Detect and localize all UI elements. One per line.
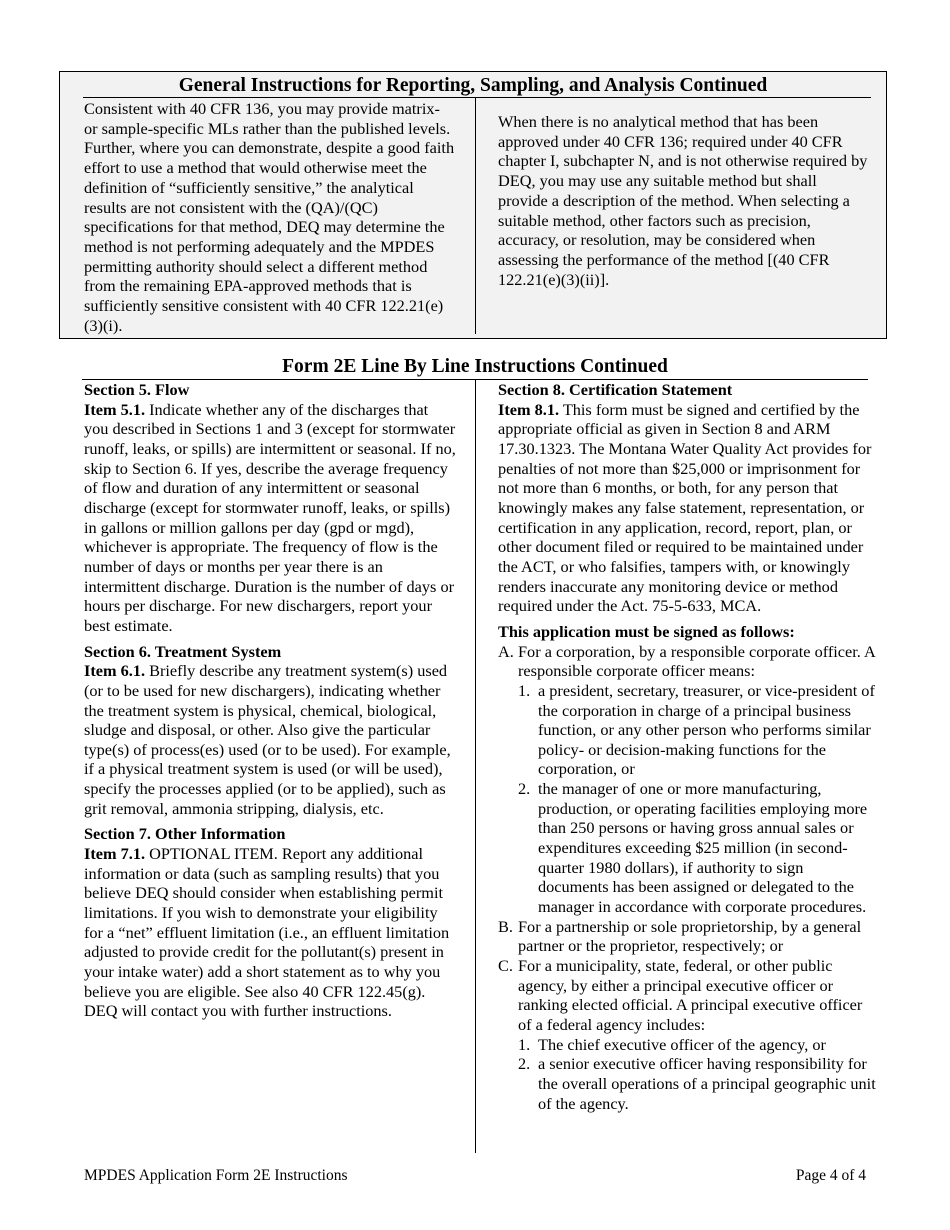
item-7-1-text: OPTIONAL ITEM. Report any additional information or data (such as sampling results) that you believe DEQ should consider when establishing permit limitations. If you wish to demonstrate your eligibility for a “net” effluent limitation (i.e., an effluent limitation adjusted to provide credit for the pollutant(s) present in your intake water) add a short statement as to why you believe you are eligible. See also 40 CFR 122.45(g). DEQ will contact you with further instructions. [84, 844, 450, 1021]
list-marker: 1. [518, 1034, 531, 1054]
list-item [498, 1035, 876, 1114]
item-6-1-text: Briefly describe any treatment system(s) used (or to be used for new dischargers), indicating whether the treatment system is physical, chemical, biological, sludge and disposal, or other. Also give the particular type(s) of process(es) used (or to be used). For example, if a physical treatment system is used (or will be used), specify the processes applied (or to be applied), such as grit removal, ammonia stripping, dialysis, etc. [84, 661, 451, 818]
list-marker: 2. [518, 1054, 531, 1074]
item-6-1-label: Item 6.1. [84, 661, 146, 681]
form-2e-title: Form 2E Line By Line Instructions Continued [282, 356, 668, 377]
item-5-1-label: Item 5.1. [84, 399, 146, 419]
general-right-paragraph: When there is no analytical method that has been approved under 40 CFR 136; required under 40 CFR chapter I, subchapter N, and is not otherwise required by DEQ, you may use any suitable method but shall provide a description of the method. When selecting a suitable method, other factors such as precision, accuracy, or resolution, may be considered when assessing the performance of the method [(40 CFR 122.21(e)(3)(ii)]. [498, 112, 868, 289]
general-left-paragraph: Consistent with 40 CFR 136, you may provide matrix- or sample-specific MLs rather than the published levels. Further, where you can demonstrate, despite a good faith effort to use a method that would otherwise meet the definition of “sufficiently sensitive,” the analytical results are not consistent with the (QA)/(QC) specifications for that method, DEQ may determine the method is not performing adequately and the MPDES permitting authority should select a different method from the remaining EPA-approved methods that is sufficiently sensitive consistent with 40 CFR 122.21(e)(3)(i). [84, 99, 455, 335]
section-5 [84, 380, 456, 636]
list-item-text: a senior executive officer having responsibility for the overall operations of a principal geographic unit of the agency. [538, 1054, 876, 1113]
item-8-1-text: This form must be signed and certified by the appropriate official as given in Section 8 and ARM 17.30.1323. The Montana Water Quality Act provides for penalties of not more than $25,000 or imprisonment for not more than 6 months, or both, for any person that knowingly makes any false statement, representation, or certification in any application, record, report, plan, or other document filed or required to be maintained under the ACT, or who falsifies, tampers with, or knowingly renders inaccurate any monitoring device or method required under the Act. 75-5-633, MCA. [498, 399, 872, 616]
list-item-text: a president, secretary, treasurer, or vice-president of the corporation in charge of a principal business function, or any other person who performs similar policy- or decision-making functions for the corporation, or [538, 680, 875, 779]
list-item [498, 681, 876, 917]
list-item [498, 956, 876, 1035]
list-item [498, 917, 876, 956]
list-item [498, 642, 876, 681]
list-item-text: For a municipality, state, federal, or other public agency, by either a principal executive officer or ranking elected official. A principal executive officer of a federal agency includes: [518, 956, 863, 1034]
general-instructions-box [59, 71, 887, 339]
list-marker: 1. [518, 680, 531, 700]
section-6-heading: Section 6. Treatment System [84, 641, 282, 661]
list-marker: 2. [518, 779, 531, 799]
footer-page-number: Page 4 of 4 [795, 1167, 866, 1184]
signer-list [498, 642, 876, 1114]
sub-list-item [498, 1035, 876, 1055]
sub-list-item [498, 779, 876, 917]
sub-list-item [498, 681, 876, 779]
corporate-sublist [498, 681, 876, 917]
list-marker: B. [498, 916, 513, 936]
footer-document-title: MPDES Application Form 2E Instructions [84, 1167, 348, 1184]
item-8-1-label: Item 8.1. [498, 399, 560, 419]
section-8-heading: Section 8. Certification Statement [498, 380, 733, 399]
column-divider [475, 98, 476, 334]
list-marker: C. [498, 956, 513, 976]
general-instructions-title: General Instructions for Reporting, Sampling, and Analysis Continued [178, 75, 768, 96]
title-rule [83, 97, 871, 98]
section-7-heading: Section 7. Other Information [84, 824, 286, 844]
signature-requirements [498, 622, 876, 1113]
list-marker: A. [498, 641, 514, 661]
list-item-text: the manager of one or more manufacturing, production, or operating facilities employing more than 250 persons or having gross annual sales or expenditures exceeding $25 million (in second-quarter 1980 dollars), if authority to sign documents has been assigned or delegated to the manager in accordance with corporate procedures. [538, 779, 868, 917]
list-item-text: For a corporation, by a responsible corporate officer. A responsible corporate officer means: [518, 641, 875, 681]
section-7 [84, 824, 456, 1021]
item-5-1-text: Indicate whether any of the discharges that you described in Sections 1 and 3 (except for stormwater runoff, leaks, or spills) are intermittent or seasonal. If no, skip to Section 6. If yes, describe the average frequency of flow and duration of any intermittent or seasonal discharge (except for stormwater runoff, leaks, or spills) in gallons or million gallons per day (gpd or mgd), whichever is appropriate. The frequency of flow is the number of days or months per year there is an intermittent discharge. Duration is the number of days or hours per discharge. For new dischargers, report your best estimate. [84, 399, 456, 635]
section-5-heading: Section 5. Flow [84, 380, 190, 399]
section-6 [84, 642, 456, 819]
agency-sublist [498, 1035, 876, 1114]
signed-as-follows-heading: This application must be signed as follows: [498, 621, 795, 641]
right-column [498, 380, 876, 1119]
sub-list-item [498, 1054, 876, 1113]
item-7-1-label: Item 7.1. [84, 844, 146, 864]
section-8 [498, 380, 876, 616]
list-item-text: For a partnership or sole proprietorship, by a general partner or the proprietor, respectively; or [518, 916, 862, 956]
left-column [84, 380, 456, 1027]
column-divider [475, 380, 476, 1153]
list-item-text: The chief executive officer of the agency, or [538, 1034, 826, 1054]
